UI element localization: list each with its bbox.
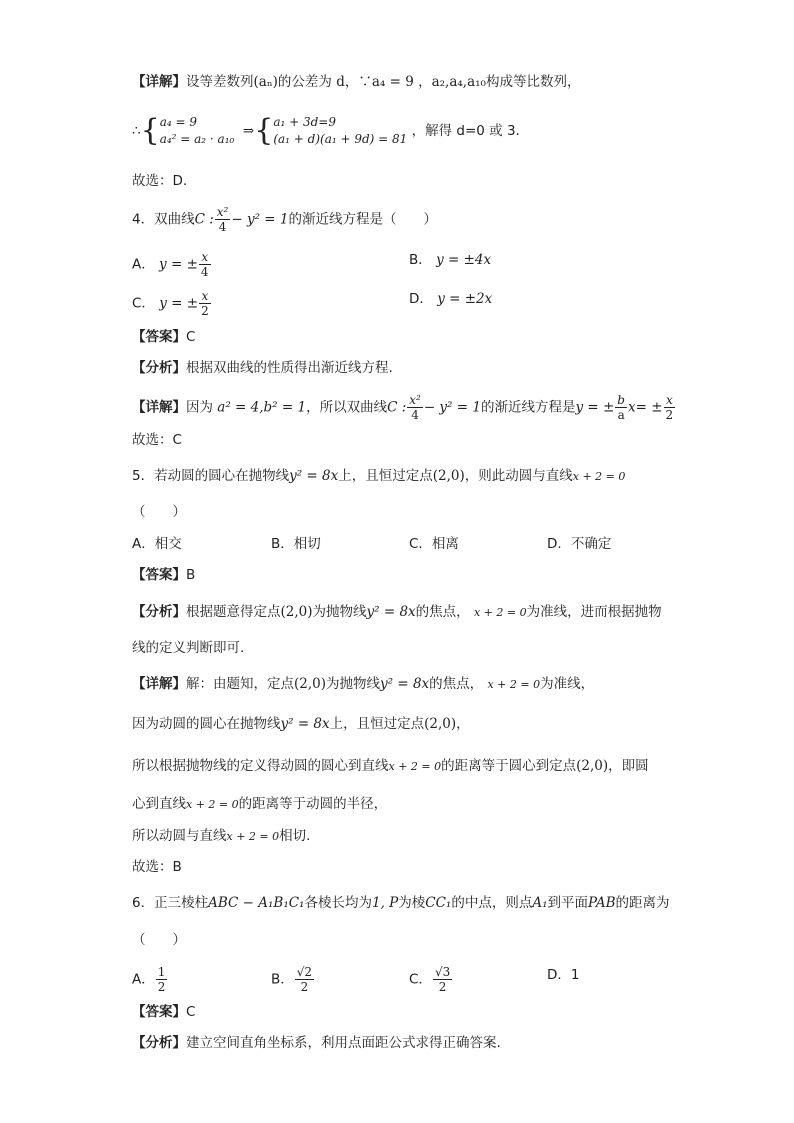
q3-system-right: a₁ + 3d=9 (a₁ + d)(a₁ + 9d) = 81 bbox=[273, 115, 408, 146]
q4-answer: 【答案】C bbox=[132, 329, 196, 345]
q5-analysis: 【分析】根据题意得定点(2,0)为抛物线y² = 8x的焦点， x + 2 = 0为准线，进而根据抛物 bbox=[132, 604, 662, 620]
q3-detail-text: 设等差数列(aₙ)的公差为 d，∵a₄ = 9 ，a₂,a₄,a₁₀构成等比数列， bbox=[186, 74, 581, 90]
q5-option-b: B．相切 bbox=[271, 536, 321, 552]
q4-detail: 【详解】因为 a² = 4,b² = 1，所以双曲线C : $\frac{\text{x²}}{4}$ − y² = 1的渐近线方程是y = ± $\frac{b}{a}$ x= ± $\frac{x}{2}$ bbox=[132, 393, 674, 422]
q4-option-d: D． y = ±2x bbox=[409, 291, 493, 307]
q5-analysis-line2: 线的定义判断即可. bbox=[132, 640, 245, 656]
q3-system-left: a₄ = 9 a₄² = a₂ · a₁₀ bbox=[159, 115, 235, 146]
q3-system-line: ∴{a₄ = 9 a₄² = a₂ · a₁₀ ⇒{a₁ + 3d=9 (a₁ + d)(a₁ + 9d) = 81 ，解得 d=0 或 3. bbox=[132, 113, 520, 148]
q5-stem-paren: （ ） bbox=[132, 504, 186, 520]
q6-answer: 【答案】C bbox=[132, 1004, 196, 1020]
q5-choose: 故选：B bbox=[132, 859, 182, 875]
q5-option-a: A．相交 bbox=[132, 536, 182, 552]
q5-option-d: D．不确定 bbox=[547, 536, 612, 552]
q5-detail-4: 心到直线x + 2 = 0的距离等于动圆的半径， bbox=[132, 796, 388, 812]
q6-stem-paren: （ ） bbox=[132, 932, 186, 948]
q4-option-c: C． y = ± $\frac{x}{2}$ bbox=[132, 289, 209, 318]
q6-option-a: A． $\frac{1}{2}$ bbox=[132, 965, 166, 994]
q4-option-a: A． y = ± $\frac{x}{4}$ bbox=[132, 250, 209, 279]
q6-analysis: 【分析】建立空间直角坐标系，利用点面距公式求得正确答案. bbox=[132, 1035, 501, 1051]
q5-detail-3: 所以根据抛物线的定义得动圆的圆心到直线x + 2 = 0的距离等于圆心到定点(2,0)，即圆 bbox=[132, 758, 649, 774]
q3-detail-line bbox=[132, 72, 580, 92]
q6-option-d: D．1 bbox=[547, 967, 580, 983]
q4-analysis: 【分析】根据双曲线的性质得出渐近线方程. bbox=[132, 360, 393, 376]
q4-choose: 故选：C bbox=[132, 432, 182, 448]
q6-option-c: C． $\frac{√3}{2}$ bbox=[409, 965, 451, 994]
q3-choose: 故选：D. bbox=[132, 173, 188, 189]
q5-answer: 【答案】B bbox=[132, 567, 196, 583]
q5-stem: 5．若动圆的圆心在抛物线y² = 8x上，且恒过定点(2,0)，则此动圆与直线x + 2 = 0 bbox=[132, 468, 626, 484]
q3-solve-text: ，解得 d=0 或 3. bbox=[411, 123, 520, 139]
q5-detail-1: 【详解】解：由题知，定点(2,0)为抛物线y² = 8x的焦点， x + 2 = 0为准线， bbox=[132, 676, 595, 692]
q4-option-b: B． y = ±4x bbox=[409, 252, 492, 268]
detail-tag: 【详解】 bbox=[132, 74, 186, 90]
q6-stem: 6．正三棱柱ABC − A₁B₁C₁各棱长均为1, P为棱CC₁的中点，则点A₁到平面PAB的距离为 bbox=[132, 895, 670, 911]
q6-option-b: B． $\frac{√2}{2}$ bbox=[271, 965, 313, 994]
q5-detail-5: 所以动圆与直线x + 2 = 0相切. bbox=[132, 828, 311, 844]
q5-option-c: C．相离 bbox=[409, 536, 459, 552]
q5-detail-2: 因为动圆的圆心在抛物线y² = 8x上，且恒过定点(2,0)， bbox=[132, 716, 470, 732]
q4-stem: 4．双曲线C : $\frac{\text{x²}}{4}$ − y² = 1的渐近线方程是（ ） bbox=[132, 205, 437, 234]
